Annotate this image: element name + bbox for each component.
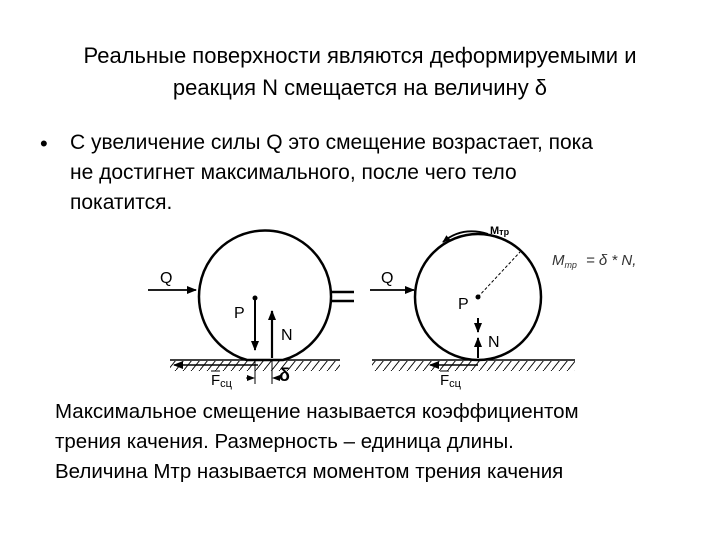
- bullet-line-2: не достигнет максимального, после чего тело: [70, 161, 517, 184]
- bullet-line-1: С увеличение силы Q это смещение возрастает, пока: [70, 131, 593, 154]
- ground-hatch-right: [372, 361, 575, 371]
- right-wheel-figure: [370, 225, 575, 390]
- weight-p-label-right: P: [458, 296, 469, 313]
- force-q-label-left: Q: [160, 270, 173, 287]
- delta-label: δ: [279, 365, 290, 385]
- wheel-center-left: [253, 296, 258, 301]
- conclusion-line-1: Максимальное смещение называется коэффициентом: [55, 400, 579, 423]
- normal-n-label-right: N: [488, 334, 500, 351]
- left-wheel-figure: [148, 231, 340, 390]
- equals-sign: [330, 292, 354, 301]
- friction-label-right: Fсц: [440, 372, 461, 390]
- normal-n-label-left: N: [281, 327, 293, 344]
- weight-p-label-left: P: [234, 305, 245, 322]
- wheel-left: [199, 231, 331, 360]
- conclusion-text: [55, 397, 695, 487]
- formula-lhs: $M_{тр}$: [552, 252, 577, 270]
- moment-formula: [552, 252, 636, 270]
- force-q-label-right: Q: [381, 270, 394, 287]
- moment-label: Mтр: [490, 225, 510, 237]
- bullet-marker: •: [40, 131, 48, 156]
- conclusion-line-3: Величина Мтр называется моментом трения качения: [55, 460, 564, 483]
- bullet-line-3: покатится.: [70, 191, 173, 214]
- friction-label-left: Fсц: [211, 372, 232, 390]
- radius-dashed: [478, 252, 520, 297]
- title-line-1: Реальные поверхности являются деформируемыми и: [83, 43, 637, 68]
- formula-rhs: = δ * N,: [586, 252, 637, 269]
- conclusion-line-2: трения качения. Размерность – единица длины.: [55, 430, 514, 453]
- title-line-2: реакция N смещается на величину δ: [172, 75, 548, 100]
